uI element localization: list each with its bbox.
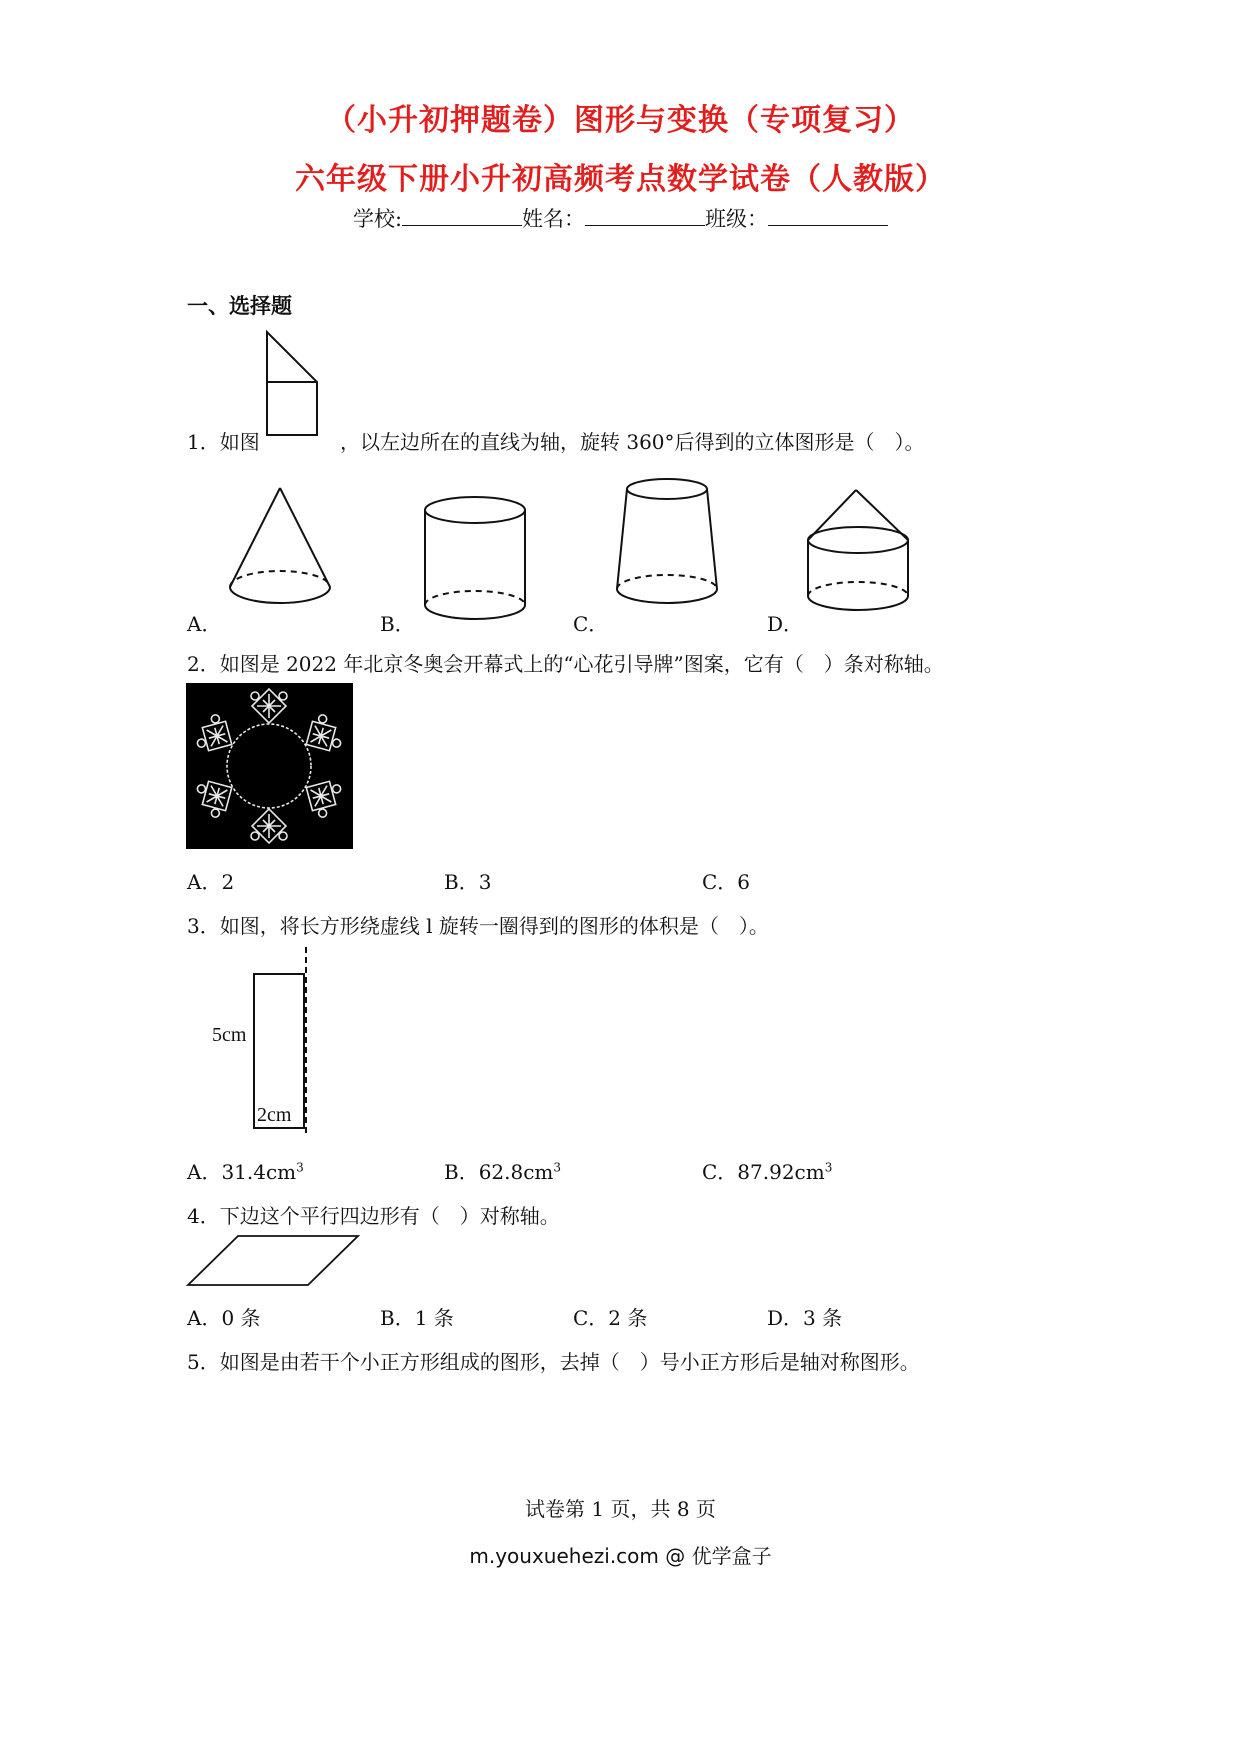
q3-stem: 3．如图，将长方形绕虚线 l 旋转一圈得到的图形的体积是（ ）。 bbox=[187, 914, 769, 938]
exam-title-line2: 六年级下册小升初高频考点数学试卷（人教版） bbox=[295, 162, 946, 197]
q1-option-d-cylinder-with-cone bbox=[803, 488, 915, 618]
q3-height-label: 5cm bbox=[212, 1024, 247, 1046]
q3-option-c[interactable] bbox=[702, 1156, 832, 1185]
q1-stem-suffix: ，以左边所在的直线为轴，旋转 360°后得到的立体图形是（ ）。 bbox=[340, 430, 925, 454]
q1-option-a-cone bbox=[225, 485, 335, 615]
school-blank bbox=[402, 203, 522, 226]
q2-option-a[interactable]: A．2 bbox=[187, 870, 235, 894]
q3-option-b-text: B．62.8cm bbox=[444, 1160, 554, 1184]
q4-option-c[interactable]: C．2 条 bbox=[573, 1306, 648, 1330]
q1-option-c-frustum bbox=[612, 476, 722, 611]
page-number: 试卷第 1 页，共 8 页 bbox=[525, 1497, 716, 1521]
watermark-link[interactable]: m.youxuehezi.com @ 优学盒子 bbox=[469, 1544, 772, 1568]
q3-option-b[interactable] bbox=[444, 1156, 561, 1185]
q3-width-label: 2cm bbox=[257, 1104, 292, 1126]
exam-title-line1: （小升初押题卷）图形与变换（专项复习） bbox=[326, 103, 915, 138]
q4-option-a[interactable]: A．0 条 bbox=[187, 1306, 261, 1330]
class-blank bbox=[768, 203, 888, 226]
name-blank bbox=[585, 203, 705, 226]
q4-stem: 4．下边这个平行四边形有（ ）对称轴。 bbox=[187, 1204, 560, 1228]
class-label: 班级： bbox=[705, 207, 769, 231]
q4-parallelogram-figure bbox=[186, 1233, 362, 1288]
q1-option-b[interactable]: B． bbox=[380, 612, 415, 636]
q1-figure-trapezoid bbox=[262, 330, 326, 438]
school-label: 学校: bbox=[352, 207, 403, 231]
q3-option-a-exp: 3 bbox=[296, 1160, 304, 1175]
q5-stem: 5．如图是由若干个小正方形组成的图形，去掉（ ）号小正方形后是轴对称图形。 bbox=[187, 1350, 920, 1374]
q2-chinese-knot-pattern-image bbox=[186, 683, 353, 849]
name-label: 姓名： bbox=[522, 207, 586, 231]
q4-option-b[interactable]: B．1 条 bbox=[380, 1306, 454, 1330]
q1-option-b-cylinder bbox=[420, 495, 530, 625]
q3-option-c-text: C．87.92cm bbox=[702, 1160, 825, 1184]
q1-prefix: 1．如图 bbox=[187, 430, 260, 454]
q3-option-a-text: A．31.4cm bbox=[187, 1160, 297, 1184]
q2-option-b[interactable]: B．3 bbox=[444, 870, 492, 894]
q4-option-d[interactable]: D．3 条 bbox=[767, 1306, 843, 1330]
q1-option-d[interactable]: D． bbox=[767, 612, 804, 636]
q1-option-a[interactable]: A． bbox=[187, 612, 222, 636]
q2-stem: 2．如图是 2022 年北京冬奥会开幕式上的“心花引导牌”图案，它有（ ）条对称轴。 bbox=[187, 652, 944, 676]
q3-option-b-exp: 3 bbox=[553, 1160, 562, 1175]
q3-option-c-exp: 3 bbox=[824, 1160, 833, 1175]
section-title: 一、选择题 bbox=[187, 294, 292, 318]
q3-option-a[interactable] bbox=[187, 1156, 304, 1185]
q2-option-c[interactable]: C．6 bbox=[702, 870, 751, 894]
student-info-line bbox=[0, 203, 1241, 233]
q1-option-c[interactable]: C． bbox=[573, 612, 609, 636]
